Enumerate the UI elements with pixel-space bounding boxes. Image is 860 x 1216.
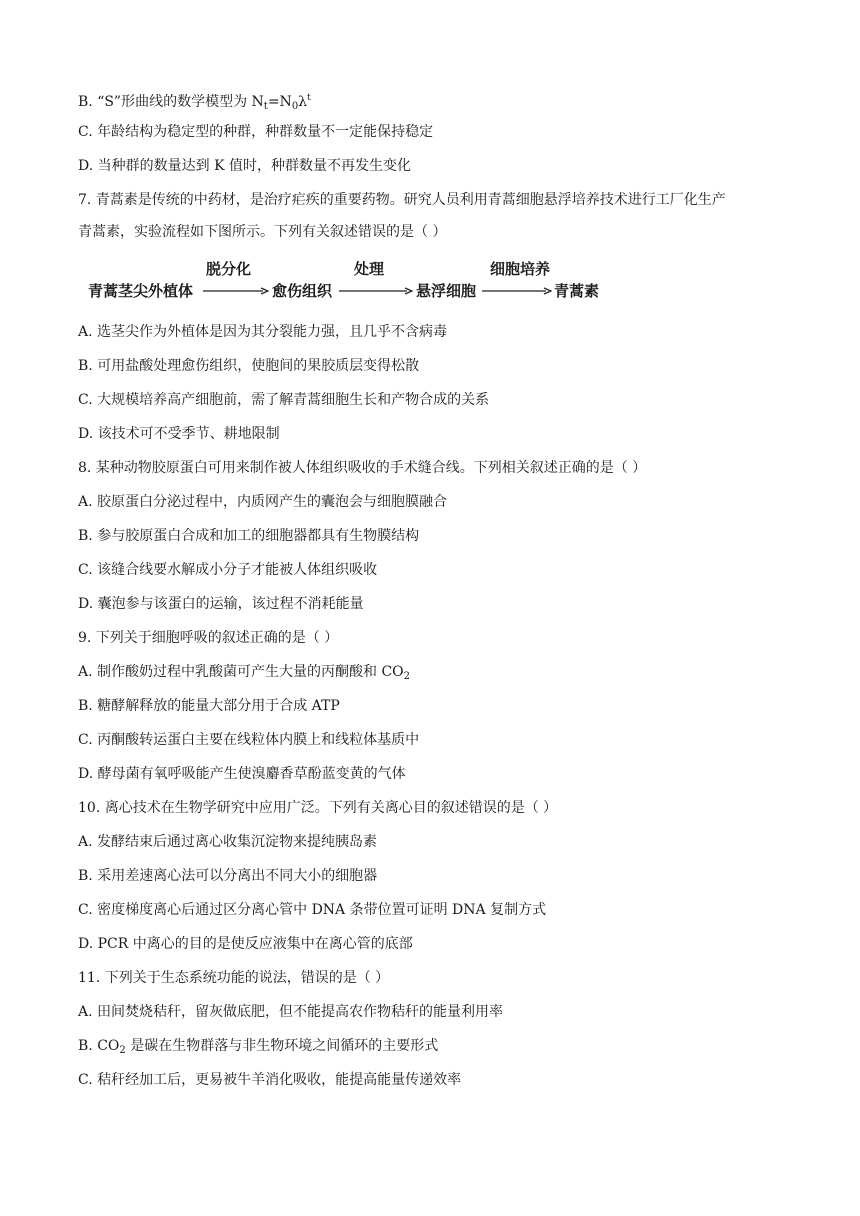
q7-stem-line2: 青蒿素，实验流程如下图所示。下列有关叙述错误的是（ ） [78,224,447,240]
flow-step-cell-culture: 细胞培养 [490,260,551,278]
superscript-t: t [307,93,311,103]
q9-option-a-text: A. 制作酸奶过程中乳酸菌可产生大量的丙酮酸和 CO [78,664,404,680]
q10-stem: 10. 离心技术在生物学研究中应用广泛。下列有关离心目的叙述错误的是（ ） [78,800,558,816]
subscript-t: t [263,101,268,112]
q10-option-c: C. 密度梯度离心后通过区分离心管中 DNA 条带位置可证明 DNA 复制方式 [78,902,547,918]
q11-option-b-pre: B. CO [78,1038,120,1054]
q6-option-b [78,88,311,117]
flow-node-artemisinin: 青蒿素 [554,282,600,300]
q6-option-b-text: B. “S”形曲线的数学模型为 N [78,94,264,110]
flow-step-treatment: 处理 [354,260,385,278]
q6-option-c: C. 年龄结构为稳定型的种群，种群数量不一定能保持稳定 [78,124,434,140]
flow-node-callus: 愈伤组织 [272,282,333,300]
q7-option-b: B. 可用盐酸处理愈伤组织，使胞间的果胶质层变得松散 [78,358,420,374]
flow-node-explant: 青蒿茎尖外植体 [88,282,194,300]
q7-option-d: D. 该技术可不受季节、耕地限制 [78,426,280,442]
q6-option-d: D. 当种群的数量达到 K 值时，种群数量不再发生变化 [78,158,411,174]
q10-option-b: B. 采用差速离心法可以分离出不同大小的细胞器 [78,868,378,884]
q9-option-b: B. 糖酵解释放的能量大部分用于合成 ATP [78,698,340,714]
subscript-0: 0 [291,101,299,112]
subscript-2: 2 [119,1045,126,1056]
flow-arrow-1 [203,287,269,295]
lambda-symbol: λ [298,94,308,110]
q7-option-a: A. 选茎尖作为外植体是因为其分裂能力强，且几乎不含病毒 [78,324,448,340]
q8-option-d: D. 囊泡参与该蛋白的运输，该过程不消耗能量 [78,596,364,612]
q9-option-c: C. 丙酮酸转运蛋白主要在线粒体内膜上和线粒体基质中 [78,732,420,748]
q11-option-c: C. 秸秆经加工后，更易被牛羊消化吸收，能提高能量传递效率 [78,1072,462,1088]
q11-option-a: A. 田间焚烧秸秆，留灰做底肥，但不能提高农作物秸秆的能量利用率 [78,1004,504,1020]
subscript-2: 2 [403,671,411,682]
q7-flow-diagram [88,258,648,304]
q9-option-d: D. 酵母菌有氧呼吸能产生使溴麝香草酚蓝变黄的气体 [78,766,406,782]
q8-stem: 8. 某种动物胶原蛋白可用来制作被人体组织吸收的手术缝合线。下列相关叙述正确的是（ ） [78,460,647,476]
q10-option-d: D. PCR 中离心的目的是使反应液集中在离心管的底部 [78,936,413,952]
flow-node-suspension-cells: 悬浮细胞 [416,282,477,300]
q9-option-a [78,662,410,687]
q11-stem: 11. 下列关于生态系统功能的说法，错误的是（ ） [78,970,390,986]
q8-option-c: C. 该缝合线要水解成小分子才能被人体组织吸收 [78,562,378,578]
equals-n: =N [267,94,292,110]
q10-option-a: A. 发酵结束后通过离心收集沉淀物来提纯胰岛素 [78,834,378,850]
q11-option-b [78,1036,438,1061]
q9-stem: 9. 下列关于细胞呼吸的叙述正确的是（ ） [78,630,339,646]
q7-stem-line1: 7. 青蒿素是传统的中药材，是治疗疟疾的重要药物。研究人员利用青蒿细胞悬浮培养技术进行工厂化生产 [78,192,726,208]
q8-option-b: B. 参与胶原蛋白合成和加工的细胞器都具有生物膜结构 [78,528,420,544]
q11-option-b-post: 是碳在生物群落与非生物环境之间循环的主要形式 [125,1038,439,1054]
q8-option-a: A. 胶原蛋白分泌过程中，内质网产生的囊泡会与细胞膜融合 [78,494,448,510]
flow-arrow-2 [339,287,413,295]
flow-step-dedifferentiation: 脱分化 [206,260,252,278]
q7-option-c: C. 大规模培养高产细胞前，需了解青蒿细胞生长和产物合成的关系 [78,392,490,408]
flow-arrow-3 [482,287,552,295]
